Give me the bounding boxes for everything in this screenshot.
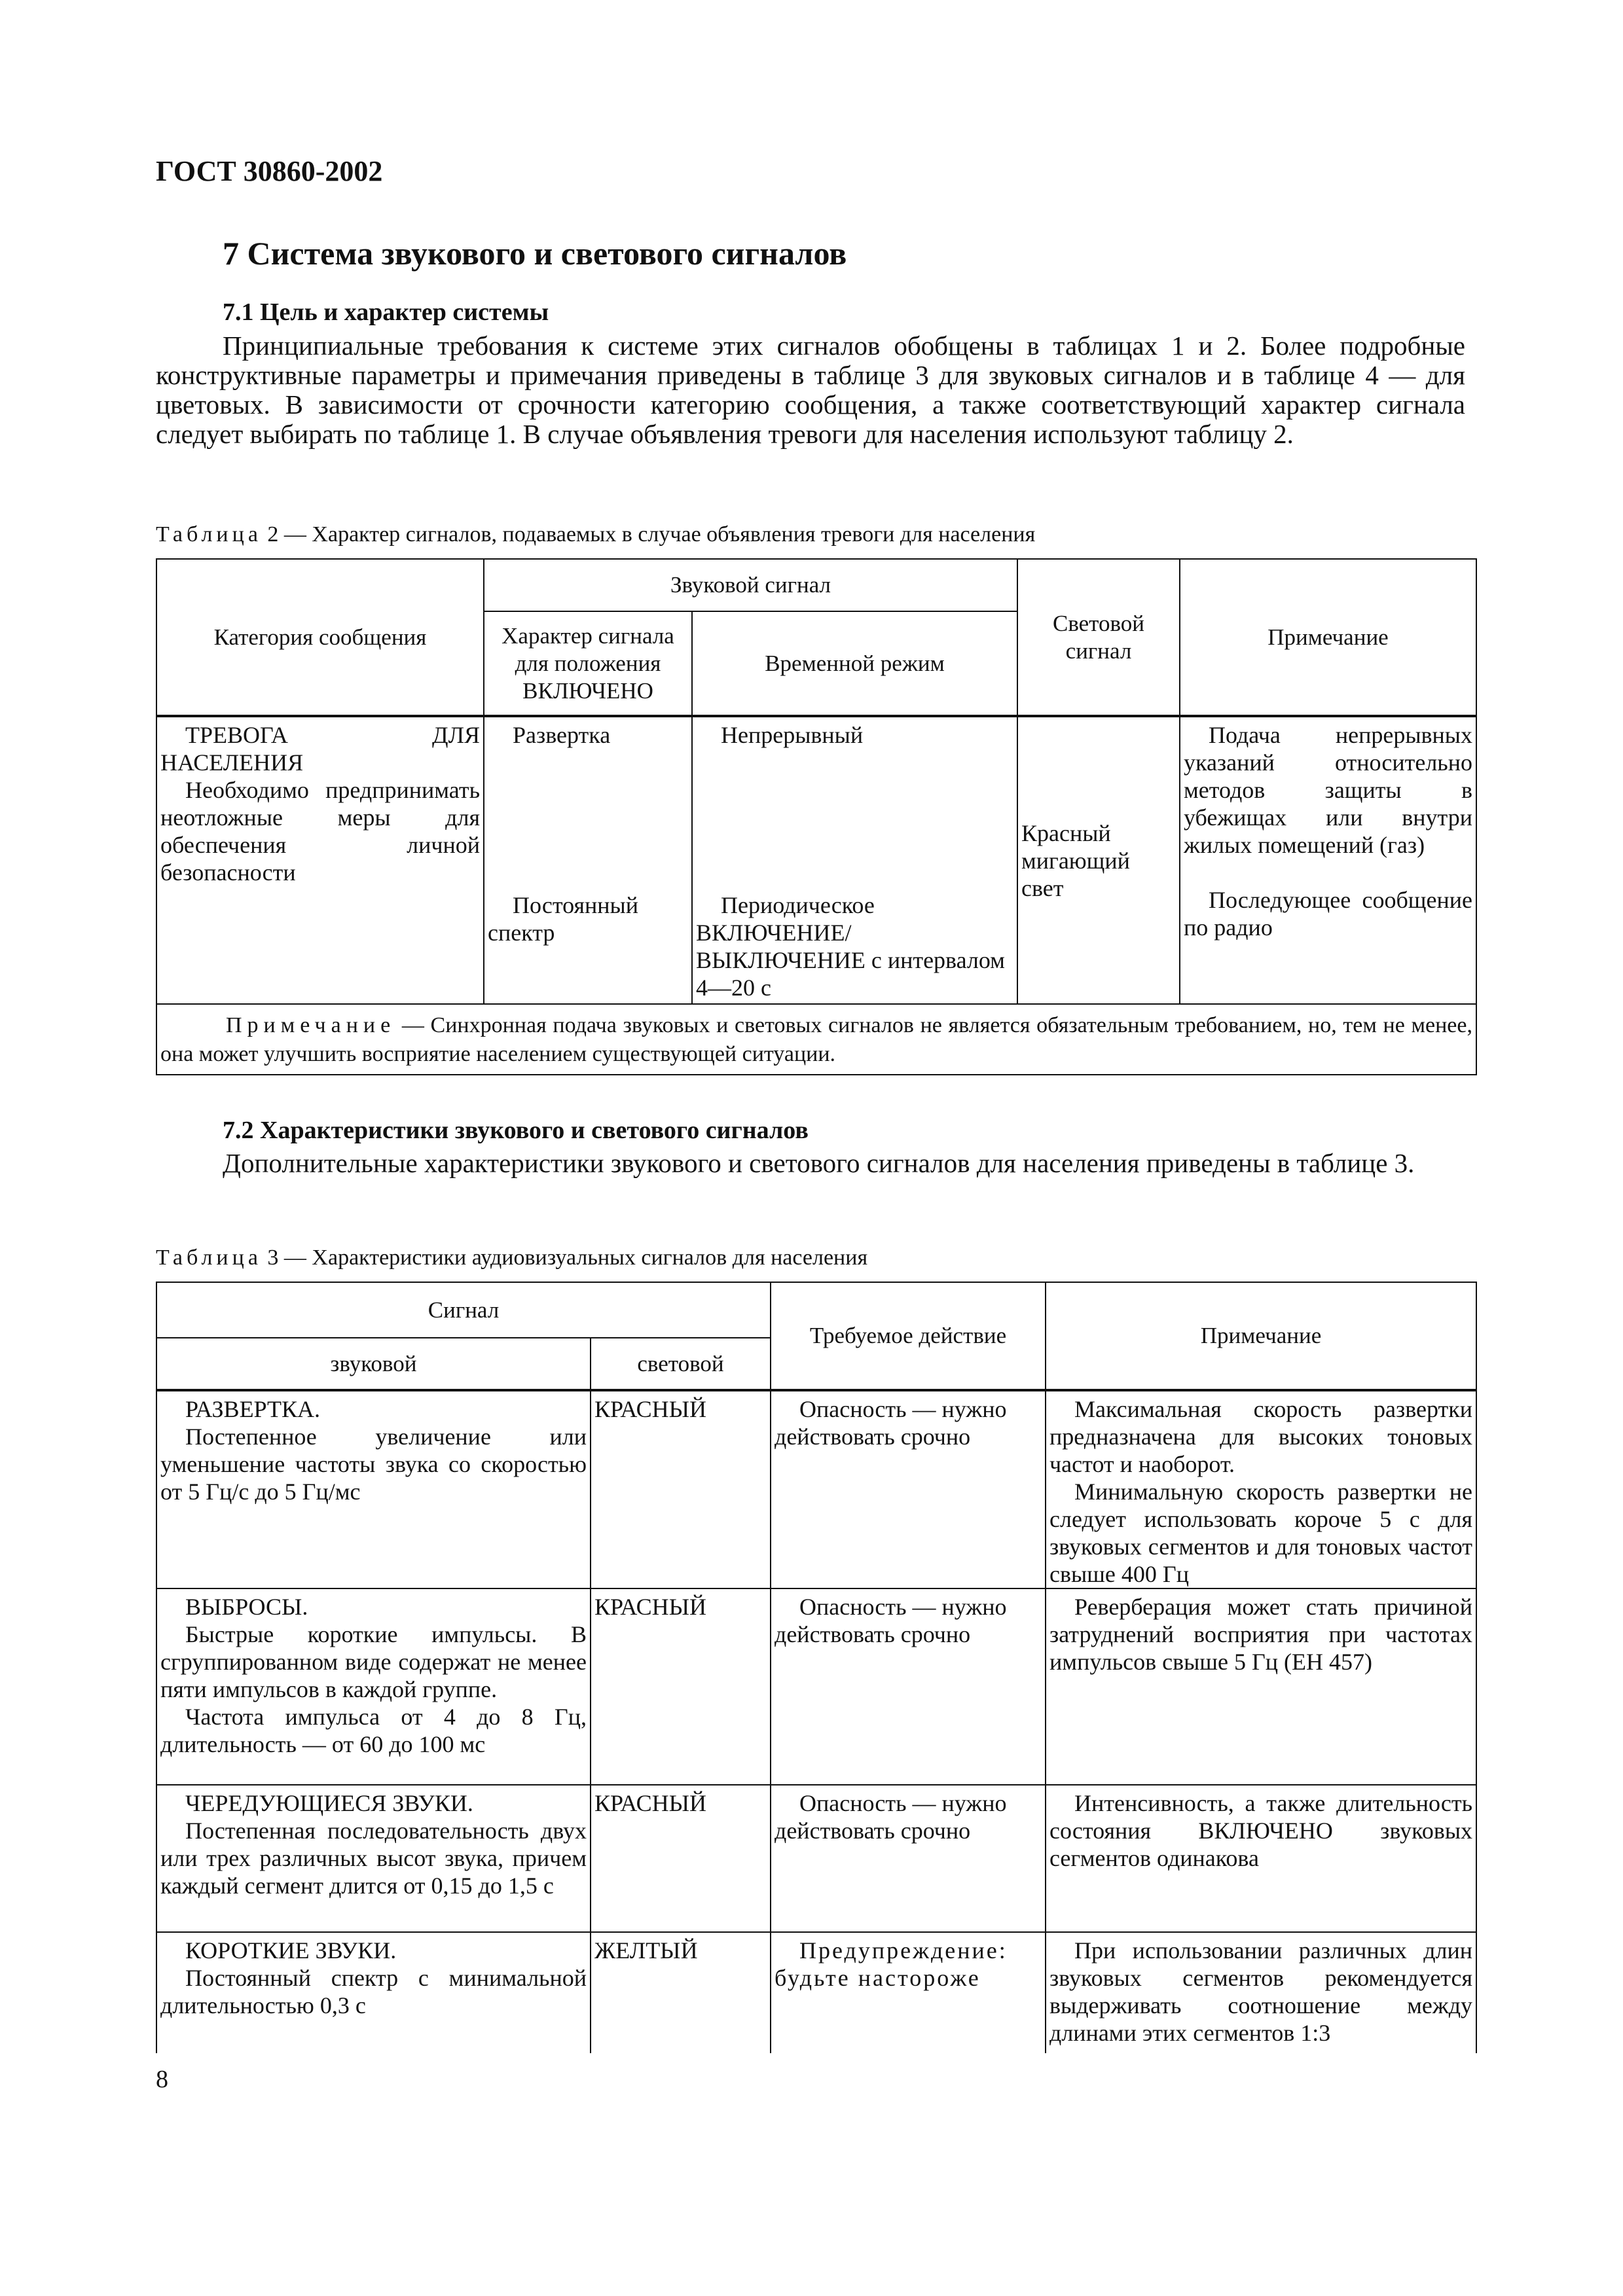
table3-row2-light: КРАСНЫЙ (591, 1588, 771, 1785)
table2-character-cell (484, 716, 692, 1004)
table2-header-time: Временной режим (692, 611, 1017, 716)
table2-footnote-text: — Синхронная подача звуковых и световых сигналов не является обязательным требованием, но, тем не менее, она может улучшить восприятие населением существующей ситуации. (160, 1013, 1472, 1066)
table2-note-2: Последующее сообщение по радио (1184, 887, 1472, 941)
table2-character-2: Постоянный спектр (488, 892, 638, 946)
table2-caption-label: Таблица (156, 522, 262, 547)
table3-caption-label: Таблица (156, 1246, 262, 1270)
table2-header-note: Примечание (1180, 559, 1476, 716)
page-number: 8 (156, 2066, 168, 2093)
table2-footnote (156, 1004, 1476, 1075)
table2-header-sound: Звуковой сигнал (484, 559, 1017, 611)
table2-header-light: Световой сигнал (1017, 559, 1180, 716)
table3-header-note: Примечание (1046, 1282, 1476, 1390)
table3-row4-light: ЖЕЛТЫЙ (591, 1932, 771, 2053)
section-title: 7 Система звукового и светового сигналов (223, 235, 847, 272)
table3 (156, 1282, 1477, 2053)
table-row (156, 1390, 1476, 1588)
table3-caption-text: 3 — Характеристики аудиовизуальных сигналов для населения (267, 1246, 868, 1270)
table3-row3-sound: ЧЕРЕДУЮЩИЕСЯ ЗВУКИ. Постепенная последовательность двух или трех различных высот звука, причем каждый сегмент длится от 0,15 до 1,5 с (156, 1785, 591, 1932)
table2-caption-text: 2 — Характер сигналов, подаваемых в случае объявления тревоги для населения (267, 522, 1036, 547)
table3-row1-sound: РАЗВЕРТКА. Постепенное увеличение или уменьшение частоты звука со скоростью от 5 Гц/с до 5 Гц/мс (156, 1390, 591, 1588)
table2-time-1: Непрерывный (721, 722, 864, 748)
table2-footnote-label: Примечание (226, 1013, 396, 1037)
table2-light: Красный мигающий свет (1021, 819, 1130, 901)
table2-time-2: Периодическое ВКЛЮЧЕНИЕ/ВЫКЛЮЧЕНИЕ с интервалом 4—20 с (696, 892, 1005, 1001)
table3-row3-note: Интенсивность, а также длительность состояния ВКЛЮЧЕНО звуковых сегментов одинакова (1046, 1785, 1476, 1932)
table2-light-cell (1017, 716, 1180, 1004)
table-row (156, 1932, 1476, 2053)
table-row (156, 1785, 1476, 1932)
table3-row4-sound: КОРОТКИЕ ЗВУКИ. Постоянный спектр с минимальной длительностью 0,3 с (156, 1932, 591, 2053)
table2-category-title: ТРЕВОГА ДЛЯ НАСЕЛЕНИЯ (160, 722, 480, 776)
table2-time-cell (692, 716, 1017, 1004)
table2-character-1: Развертка (513, 722, 611, 748)
table2-category-cell (156, 716, 484, 1004)
table3-row4-note: При использовании различных длин звуковых сегментов рекомендуется выдерживать соотношение между длинами этих сегментов 1:3 (1046, 1932, 1476, 2053)
table2-category-text: Необходимо предпринимать неотложные меры для обеспечения личной безопасности (160, 777, 480, 886)
table3-row1-light: КРАСНЫЙ (591, 1390, 771, 1588)
table3-header-sound: звуковой (156, 1338, 591, 1390)
table-row (156, 1588, 1476, 1785)
table3-row1-action: Опасность — нужно действовать срочно (771, 1390, 1046, 1588)
table3-row2-sound: ВЫБРОСЫ. Быстрые короткие импульсы. В сгруппированном виде содержат не менее пяти импульсов в каждой группе. Частота импульса от 4 до 8 Гц, длительность — от 60 до 100 мс (156, 1588, 591, 1785)
table3-row4-action: Предупреждение: будьте настороже (771, 1932, 1046, 2053)
table3-row3-action: Опасность — нужно действовать срочно (771, 1785, 1046, 1932)
subsection-title-7-2: 7.2 Характеристики звукового и светового сигналов (223, 1117, 809, 1144)
table3-row3-light: КРАСНЫЙ (591, 1785, 771, 1932)
document-header: ГОСТ 30860-2002 (156, 155, 383, 187)
table3-header-signal: Сигнал (156, 1282, 771, 1338)
table3-caption (156, 1246, 867, 1270)
table2-header-character: Характер сигнала для положения ВКЛЮЧЕНО (484, 611, 692, 716)
table3-row2-note: Реверберация может стать причиной затруднений восприятия при частотах импульсов свыше 5 Гц (ЕН 457) (1046, 1588, 1476, 1785)
table3-header-action: Требуемое действие (771, 1282, 1046, 1390)
paragraph-7-2: Дополнительные характеристики звукового и светового сигналов для населения приведены в таблице 3. (223, 1148, 1415, 1178)
table2-note-1: Подача непрерывных указаний относительно методов защиты в убежищах или внутри жилых помещений (газ) (1184, 722, 1472, 858)
subsection-title-7-1: 7.1 Цель и характер системы (223, 298, 549, 326)
paragraph-7-1: Принципиальные требования к системе этих сигналов обобщены в таблицах 1 и 2. Более подробные конструктивные параметры и примечания приведены в таблице 3 для звуковых сигналов и в таблице 4 — для цветовых. В зависимости от срочности категорию сообщения, а также соответствующий характер сигнала следует выбирать по таблице 1. В случае объявления тревоги для населения используют таблицу 2. (156, 331, 1465, 449)
table3-row1-note: Максимальная скорость развертки предназначена для высоких тоновых частот и наоборот. Минимальную скорость развертки не следует использовать короче 5 с для звуковых сегментов и для тоновых частот свыше 400 Гц (1046, 1390, 1476, 1588)
table3-row2-action: Опасность — нужно действовать срочно (771, 1588, 1046, 1785)
table2 (156, 558, 1477, 1075)
table2-header-category: Категория сообщения (156, 559, 484, 716)
table2-note-cell (1180, 716, 1476, 1004)
table3-header-light: световой (591, 1338, 771, 1390)
table2-caption (156, 522, 1035, 547)
